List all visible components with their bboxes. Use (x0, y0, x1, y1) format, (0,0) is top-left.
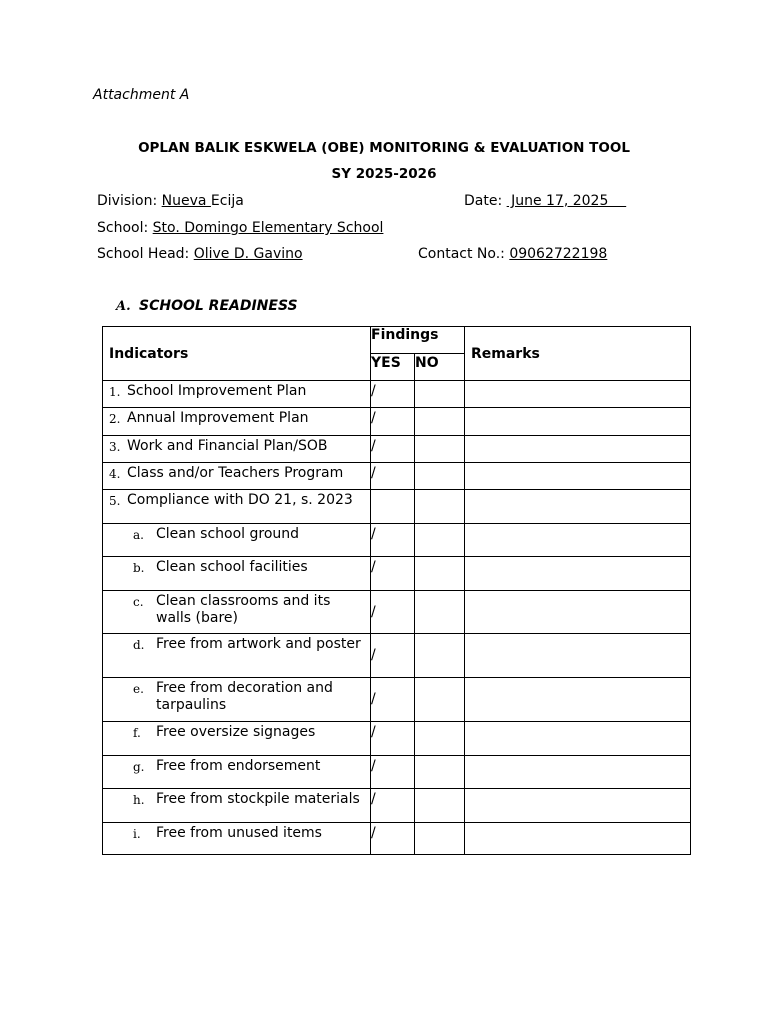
table-row (103, 557, 691, 591)
indicator-number: e. (133, 682, 144, 696)
remarks-cell (465, 823, 691, 855)
table-row (103, 678, 691, 722)
school-year: SY 2025-2026 (331, 166, 437, 182)
indicator-cell (103, 463, 371, 490)
school-head-label: School Head: (97, 246, 194, 262)
indicator-text: Annual Improvement Plan (127, 410, 309, 426)
indicator-text: Free from stockpile materials (156, 791, 360, 807)
indicator-number: f. (133, 726, 141, 740)
indicator-item (103, 678, 370, 714)
indicator-item (103, 463, 370, 483)
indicator-cell (103, 490, 371, 524)
indicator-text: Work and Financial Plan/SOB (127, 438, 328, 454)
indicator-item (103, 756, 370, 776)
section-title: SCHOOL READINESS (139, 298, 298, 314)
section-heading (116, 298, 298, 314)
indicator-cell (103, 722, 371, 756)
table-row (103, 490, 691, 524)
indicator-text: Clean school facilities (156, 559, 308, 575)
yes-cell: / (371, 463, 415, 490)
table-row (103, 524, 691, 557)
division-value-rest: Ecija (210, 193, 244, 209)
indicator-number: 4. (109, 467, 121, 481)
remarks-cell (465, 490, 691, 524)
indicator-number: d. (133, 638, 145, 652)
remarks-cell (465, 678, 691, 722)
remarks-cell (465, 557, 691, 591)
remarks-cell (465, 756, 691, 789)
yes-cell: / (371, 678, 415, 722)
remarks-cell (465, 381, 691, 408)
yes-cell: / (371, 756, 415, 789)
indicator-number: 5. (109, 494, 121, 508)
yes-cell: / (371, 408, 415, 436)
indicator-cell (103, 823, 371, 855)
no-cell (415, 524, 465, 557)
table-row (103, 789, 691, 823)
findings-header: Findings (371, 327, 465, 354)
remarks-header: Remarks (465, 327, 691, 381)
table-row (103, 823, 691, 855)
indicator-number: 3. (109, 440, 121, 454)
division-field (97, 193, 244, 209)
remarks-cell (465, 408, 691, 436)
indicator-number: 2. (109, 412, 121, 426)
no-cell (415, 789, 465, 823)
remarks-cell (465, 722, 691, 756)
table-row (103, 722, 691, 756)
indicator-cell (103, 524, 371, 557)
yes-cell: / (371, 524, 415, 557)
no-header: NO (415, 354, 465, 381)
no-cell (415, 678, 465, 722)
indicator-text: Free oversize signages (156, 724, 316, 740)
date-field (464, 193, 626, 209)
school-value: Sto. Domingo Elementary School (152, 220, 384, 236)
indicator-item (103, 381, 370, 401)
indicator-number: c. (133, 595, 144, 609)
yes-cell: / (371, 722, 415, 756)
indicator-text: Free from artwork and poster (156, 636, 361, 652)
remarks-cell (465, 436, 691, 463)
remarks-cell (465, 524, 691, 557)
division-label: Division: (97, 193, 162, 209)
table-row (103, 381, 691, 408)
indicator-item (103, 789, 370, 809)
remarks-cell (465, 789, 691, 823)
indicator-item (103, 722, 370, 742)
table-row (103, 408, 691, 436)
section-number: A. (116, 299, 131, 314)
contact-field (418, 246, 607, 262)
indicator-text: Compliance with DO 21, s. 2023 (127, 492, 353, 508)
yes-cell (371, 490, 415, 524)
indicator-text: Clean classrooms and its walls (bare) (156, 593, 331, 626)
contact-label: Contact No.: (418, 246, 510, 262)
no-cell (415, 722, 465, 756)
table-row (103, 463, 691, 490)
school-label: School: (97, 220, 153, 236)
indicator-cell (103, 678, 371, 722)
indicator-cell (103, 591, 371, 634)
indicator-item (103, 557, 370, 577)
yes-cell: / (371, 381, 415, 408)
table-row (103, 756, 691, 789)
indicator-item (103, 408, 370, 428)
no-cell (415, 756, 465, 789)
yes-cell: / (371, 591, 415, 634)
date-value: June 17, 2025 (506, 193, 627, 209)
no-cell (415, 490, 465, 524)
yes-cell: / (371, 557, 415, 591)
yes-cell: / (371, 436, 415, 463)
table-row (103, 591, 691, 634)
no-cell (415, 823, 465, 855)
school-head-value: Olive D. Gavino (193, 246, 303, 262)
readiness-table (102, 326, 691, 855)
table-row (103, 436, 691, 463)
indicator-cell (103, 408, 371, 436)
indicator-item (103, 591, 370, 627)
indicator-number: h. (133, 793, 145, 807)
no-cell (415, 591, 465, 634)
contact-value: 09062722198 (509, 246, 608, 262)
yes-header: YES (371, 354, 415, 381)
no-cell (415, 408, 465, 436)
division-value-underlined: Nueva (161, 193, 211, 209)
no-cell (415, 634, 465, 678)
no-cell (415, 381, 465, 408)
remarks-cell (465, 634, 691, 678)
indicator-cell (103, 381, 371, 408)
remarks-cell (465, 463, 691, 490)
document-title: OPLAN BALIK ESKWELA (OBE) MONITORING & EVALUATION TOOL (138, 140, 630, 156)
school-field (97, 220, 383, 236)
no-cell (415, 557, 465, 591)
yes-cell: / (371, 634, 415, 678)
school-head-field (97, 246, 303, 262)
indicator-cell (103, 756, 371, 789)
indicator-item (103, 524, 370, 544)
indicator-number: b. (133, 561, 145, 575)
indicator-text: Free from decoration and tarpaulins (156, 680, 333, 713)
indicator-cell (103, 557, 371, 591)
yes-cell: / (371, 823, 415, 855)
indicator-item (103, 490, 370, 510)
remarks-cell (465, 591, 691, 634)
indicator-cell (103, 789, 371, 823)
indicator-item (103, 634, 370, 654)
indicator-item (103, 823, 370, 843)
indicator-text: Free from unused items (156, 825, 322, 841)
attachment-label: Attachment A (93, 87, 190, 103)
indicator-cell (103, 436, 371, 463)
indicator-cell (103, 634, 371, 678)
indicator-number: i. (133, 827, 141, 841)
indicators-header: Indicators (103, 327, 371, 381)
date-label: Date: (464, 193, 507, 209)
no-cell (415, 436, 465, 463)
yes-cell: / (371, 789, 415, 823)
indicator-number: a. (133, 528, 144, 542)
indicator-text: Free from endorsement (156, 758, 321, 774)
table-row (103, 634, 691, 678)
indicator-text: School Improvement Plan (127, 383, 307, 399)
indicator-item (103, 436, 370, 456)
indicator-text: Clean school ground (156, 526, 300, 542)
indicator-number: g. (133, 760, 145, 774)
indicator-text: Class and/or Teachers Program (127, 465, 344, 481)
indicator-number: 1. (109, 385, 121, 399)
no-cell (415, 463, 465, 490)
